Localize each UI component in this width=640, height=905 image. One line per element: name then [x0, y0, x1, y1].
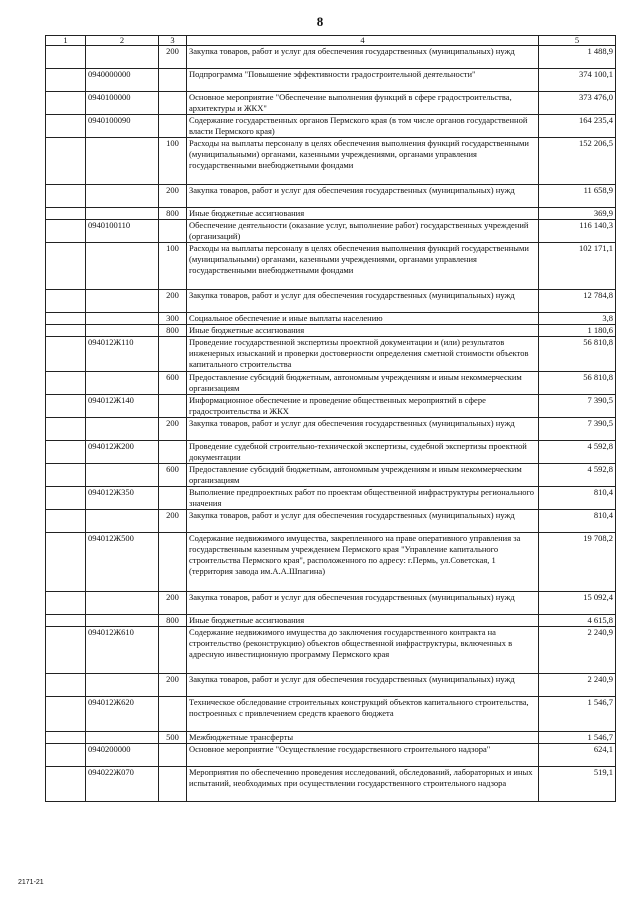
row-expense-type: 200: [159, 185, 187, 208]
row-expense-type: 100: [159, 243, 187, 290]
table-row: [46, 185, 616, 208]
row-expense-type: 200: [159, 674, 187, 697]
row-expense-type: [159, 533, 187, 592]
row-name: Предоставление субсидий бюджетным, автономным учреждениям и иным некоммерческим организациям: [187, 464, 539, 487]
row-name: Подпрограмма "Повышение эффективности градостроительной деятельности": [187, 69, 539, 92]
row-amount: 4 615,8: [539, 615, 616, 627]
row-name: Содержание государственных органов Пермского края (в том числе органов государственной власти Пермского края): [187, 115, 539, 138]
row-code: [86, 325, 159, 337]
row-code: 0940200000: [86, 744, 159, 767]
row-amount: 7 390,5: [539, 395, 616, 418]
row-amount: 1 546,7: [539, 732, 616, 744]
row-name: Закупка товаров, работ и услуг для обеспечения государственных (муниципальных) нужд: [187, 674, 539, 697]
row-amount: 11 658,9: [539, 185, 616, 208]
row-expense-type: [159, 627, 187, 674]
header-col-2: 2: [86, 36, 159, 46]
row-blank-cell: [46, 510, 86, 533]
row-blank-cell: [46, 372, 86, 395]
budget-table-body: [46, 46, 616, 802]
row-blank-cell: [46, 697, 86, 732]
row-name: Расходы на выплаты персоналу в целях обеспечения выполнения функций государственными (муниципальными) органами, казенными учреждениями, органами управления государственными внебюджетными фондами: [187, 243, 539, 290]
row-expense-type: 100: [159, 138, 187, 185]
row-blank-cell: [46, 533, 86, 592]
row-name: Иные бюджетные ассигнования: [187, 615, 539, 627]
row-amount: 4 592,8: [539, 441, 616, 464]
row-code: 0940100090: [86, 115, 159, 138]
row-name: Иные бюджетные ассигнования: [187, 208, 539, 220]
row-code: [86, 290, 159, 313]
row-amount: 12 784,8: [539, 290, 616, 313]
row-blank-cell: [46, 627, 86, 674]
row-name: Закупка товаров, работ и услуг для обеспечения государственных (муниципальных) нужд: [187, 510, 539, 533]
table-row: [46, 243, 616, 290]
row-blank-cell: [46, 313, 86, 325]
row-amount: 1 488,9: [539, 46, 616, 69]
row-name: Обеспечение деятельности (оказание услуг, выполнение работ) государственных учреждений (организаций): [187, 220, 539, 243]
row-amount: 624,1: [539, 744, 616, 767]
row-name: Иные бюджетные ассигнования: [187, 325, 539, 337]
row-blank-cell: [46, 138, 86, 185]
table-row: [46, 627, 616, 674]
table-row: [46, 732, 616, 744]
row-blank-cell: [46, 395, 86, 418]
row-name: Основное мероприятие "Осуществление государственного строительного надзора": [187, 744, 539, 767]
row-code: 0940100110: [86, 220, 159, 243]
row-blank-cell: [46, 220, 86, 243]
row-blank-cell: [46, 674, 86, 697]
row-amount: 152 206,5: [539, 138, 616, 185]
footer-code: 2171-21: [18, 879, 44, 886]
header-col-4: 4: [187, 36, 539, 46]
table-row: [46, 208, 616, 220]
row-expense-type: [159, 115, 187, 138]
table-row: [46, 46, 616, 69]
row-expense-type: 200: [159, 46, 187, 69]
row-blank-cell: [46, 464, 86, 487]
row-amount: 56 810,8: [539, 372, 616, 395]
row-amount: 2 240,9: [539, 627, 616, 674]
budget-table: [45, 35, 616, 802]
table-row: [46, 138, 616, 185]
row-name: Техническое обследование строительных конструкций объектов капитального строительства, построенных с привлечением средств краевого бюджета: [187, 697, 539, 732]
row-amount: 519,1: [539, 767, 616, 802]
row-blank-cell: [46, 69, 86, 92]
row-name: Предоставление субсидий бюджетным, автономным учреждениям и иным некоммерческим организациям: [187, 372, 539, 395]
row-expense-type: 200: [159, 510, 187, 533]
table-row: [46, 372, 616, 395]
row-blank-cell: [46, 592, 86, 615]
row-name: Основное мероприятие "Обеспечение выполнения функций в сфере градостроительства, архитектуры и ЖКХ": [187, 92, 539, 115]
row-name: Проведение судебной строительно-технической экспертизы, судебной экспертизы проектной документации: [187, 441, 539, 464]
row-expense-type: [159, 395, 187, 418]
row-blank-cell: [46, 487, 86, 510]
row-expense-type: 800: [159, 208, 187, 220]
table-row: [46, 290, 616, 313]
table-row: [46, 744, 616, 767]
row-code: [86, 208, 159, 220]
table-row: [46, 487, 616, 510]
row-name: Выполнение предпроектных работ по проектам общественной инфраструктуры регионального значения: [187, 487, 539, 510]
row-blank-cell: [46, 243, 86, 290]
row-amount: 3,8: [539, 313, 616, 325]
row-expense-type: 200: [159, 592, 187, 615]
row-blank-cell: [46, 185, 86, 208]
row-amount: 19 708,2: [539, 533, 616, 592]
row-expense-type: [159, 767, 187, 802]
row-code: [86, 243, 159, 290]
row-amount: 102 171,1: [539, 243, 616, 290]
row-blank-cell: [46, 744, 86, 767]
table-row: [46, 533, 616, 592]
row-code: [86, 313, 159, 325]
row-name: Закупка товаров, работ и услуг для обеспечения государственных (муниципальных) нужд: [187, 290, 539, 313]
row-expense-type: 600: [159, 372, 187, 395]
row-name: Информационное обеспечение и проведение общественных мероприятий в сфере градостроительства и ЖКХ: [187, 395, 539, 418]
row-blank-cell: [46, 732, 86, 744]
row-blank-cell: [46, 441, 86, 464]
row-blank-cell: [46, 92, 86, 115]
table-row: [46, 69, 616, 92]
table-row: [46, 464, 616, 487]
table-row: [46, 418, 616, 441]
row-amount: 374 100,1: [539, 69, 616, 92]
table-row: [46, 220, 616, 243]
row-amount: 810,4: [539, 510, 616, 533]
row-name: Мероприятия по обеспечению проведения исследований, обследований, лабораторных и иных испытаний, необходимых при осуществлении государственного строительного надзора: [187, 767, 539, 802]
row-code: [86, 464, 159, 487]
row-expense-type: 800: [159, 325, 187, 337]
row-amount: 164 235,4: [539, 115, 616, 138]
row-code: 094012Ж610: [86, 627, 159, 674]
row-amount: 369,9: [539, 208, 616, 220]
row-name: Закупка товаров, работ и услуг для обеспечения государственных (муниципальных) нужд: [187, 418, 539, 441]
row-name: Закупка товаров, работ и услуг для обеспечения государственных (муниципальных) нужд: [187, 185, 539, 208]
row-code: [86, 510, 159, 533]
table-row: [46, 697, 616, 732]
row-code: [86, 46, 159, 69]
row-amount: 373 476,0: [539, 92, 616, 115]
row-expense-type: 800: [159, 615, 187, 627]
row-expense-type: [159, 337, 187, 372]
row-name: Проведение государственной экспертизы проектной документации и (или) результатов инженерных изысканий и проверки достоверности определения сметной стоимости объектов капитального строительства: [187, 337, 539, 372]
header-col-5: 5: [539, 36, 616, 46]
table-row: [46, 615, 616, 627]
table-row: [46, 325, 616, 337]
row-blank-cell: [46, 615, 86, 627]
row-expense-type: [159, 92, 187, 115]
row-amount: 4 592,8: [539, 464, 616, 487]
row-expense-type: [159, 220, 187, 243]
row-blank-cell: [46, 208, 86, 220]
row-amount: 56 810,8: [539, 337, 616, 372]
header-col-3: 3: [159, 36, 187, 46]
table-row: [46, 313, 616, 325]
row-amount: 2 240,9: [539, 674, 616, 697]
table-row: [46, 395, 616, 418]
row-amount: 1 180,6: [539, 325, 616, 337]
row-code: [86, 732, 159, 744]
row-code: [86, 372, 159, 395]
header-row: [46, 36, 616, 46]
row-code: 094022Ж070: [86, 767, 159, 802]
row-expense-type: [159, 441, 187, 464]
row-code: 094012Ж110: [86, 337, 159, 372]
row-code: 094012Ж200: [86, 441, 159, 464]
table-row: [46, 92, 616, 115]
table-row: [46, 115, 616, 138]
row-amount: 116 140,3: [539, 220, 616, 243]
row-name: Закупка товаров, работ и услуг для обеспечения государственных (муниципальных) нужд: [187, 592, 539, 615]
table-row: [46, 592, 616, 615]
page-number: 8: [316, 14, 324, 29]
row-blank-cell: [46, 418, 86, 441]
row-blank-cell: [46, 767, 86, 802]
row-name: Социальное обеспечение и иные выплаты населению: [187, 313, 539, 325]
row-expense-type: 200: [159, 418, 187, 441]
table-row: [46, 510, 616, 533]
table-row: [46, 674, 616, 697]
row-name: Межбюджетные трансферты: [187, 732, 539, 744]
row-code: [86, 615, 159, 627]
row-code: 094012Ж500: [86, 533, 159, 592]
row-expense-type: [159, 69, 187, 92]
row-code: [86, 418, 159, 441]
row-blank-cell: [46, 325, 86, 337]
row-blank-cell: [46, 337, 86, 372]
header-col-1: 1: [46, 36, 86, 46]
row-name: Содержание недвижимого имущества до заключения государственного контракта на строительство (реконструкцию) объектов общественной инфраструктуры, включенных в адресную инвестиционную программу Пермского края: [187, 627, 539, 674]
row-code: [86, 185, 159, 208]
row-amount: 1 546,7: [539, 697, 616, 732]
row-amount: 810,4: [539, 487, 616, 510]
row-expense-type: [159, 697, 187, 732]
row-expense-type: [159, 744, 187, 767]
row-code: 094012Ж350: [86, 487, 159, 510]
row-name: Расходы на выплаты персоналу в целях обеспечения выполнения функций государственными (муниципальными) органами, казенными учреждениями, органами управления государственными внебюджетными фондами: [187, 138, 539, 185]
row-blank-cell: [46, 290, 86, 313]
row-name: Содержание недвижимого имущества, закрепленного на праве оперативного управления за государственным казенным учреждением Пермского края "Управление капитального строительства Пермского края", расположенного по адресу: г.Пермь, ул.Советская, 1 (территория завода им.А.А.Шпагина): [187, 533, 539, 592]
table-row: [46, 337, 616, 372]
row-amount: 7 390,5: [539, 418, 616, 441]
row-expense-type: 500: [159, 732, 187, 744]
row-code: 0940000000: [86, 69, 159, 92]
row-blank-cell: [46, 46, 86, 69]
row-amount: 15 092,4: [539, 592, 616, 615]
row-expense-type: 200: [159, 290, 187, 313]
row-code: 0940100000: [86, 92, 159, 115]
row-expense-type: [159, 487, 187, 510]
row-code: 094012Ж620: [86, 697, 159, 732]
row-code: [86, 138, 159, 185]
row-expense-type: 600: [159, 464, 187, 487]
row-name: Закупка товаров, работ и услуг для обеспечения государственных (муниципальных) нужд: [187, 46, 539, 69]
row-blank-cell: [46, 115, 86, 138]
row-code: [86, 592, 159, 615]
table-row: [46, 441, 616, 464]
row-expense-type: 300: [159, 313, 187, 325]
table-row: [46, 767, 616, 802]
row-code: 094012Ж140: [86, 395, 159, 418]
row-code: [86, 674, 159, 697]
